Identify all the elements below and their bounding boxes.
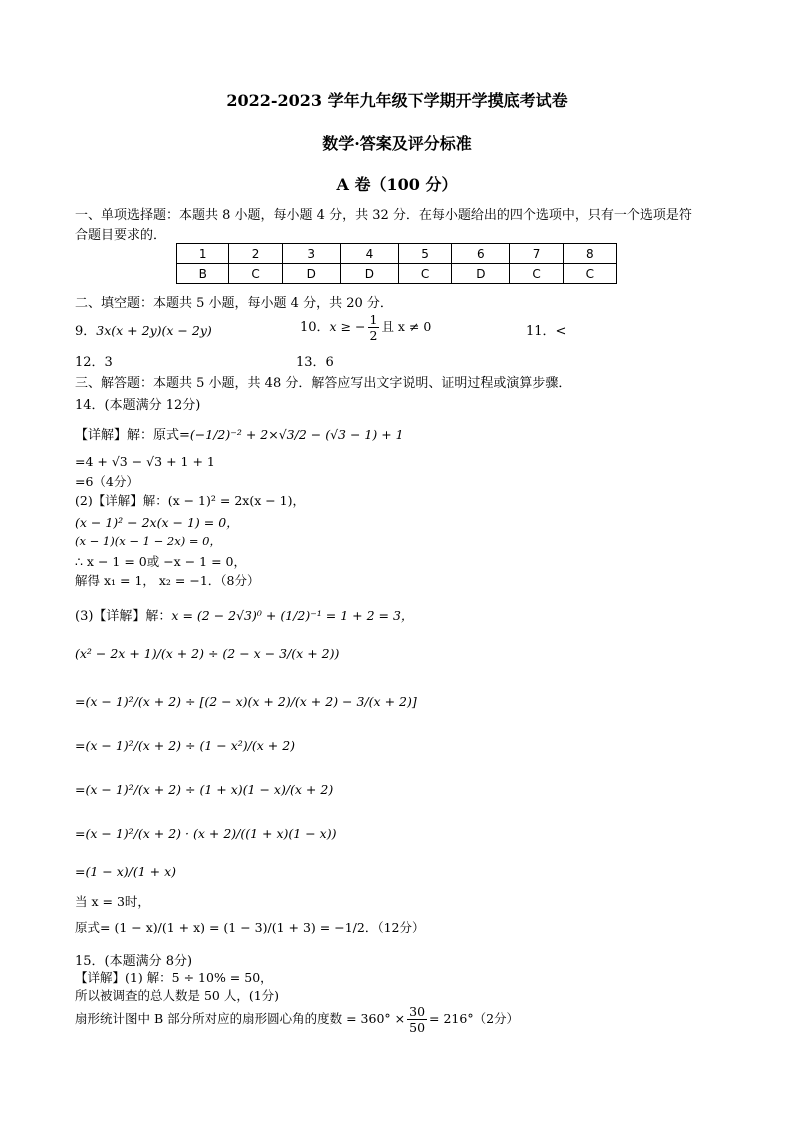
q14-3-step5: =(1 − x)/(1 + x) bbox=[75, 864, 177, 879]
answer-cell: C bbox=[563, 264, 616, 284]
q10-prefix: x ≥ − bbox=[329, 319, 366, 334]
exam-subtitle: 数学·答案及评分标准 bbox=[322, 134, 472, 153]
q14-3-result: 原式= (1 − x)/(1 + x) = (1 − 3)/(1 + 3) = −1/2．（12分） bbox=[75, 920, 425, 935]
q14-1-expression: (−1/2)⁻² + 2×√3/2 − (√3 − 1) + 1 bbox=[189, 427, 404, 442]
q15-line1: 【详解】(1) 解：5 ÷ 10% = 50， bbox=[75, 970, 273, 985]
answer-cell: D bbox=[340, 264, 398, 284]
answer-q13: 13．6 bbox=[296, 355, 334, 370]
answer-q9 bbox=[75, 320, 212, 339]
q15-fraction-denominator: 50 bbox=[409, 1020, 426, 1035]
part1-instruction-line1: 一、单项选择题：本题共 8 小题，每小题 4 分，共 32 分．在每小题给出的四个选项中，只有一个选项是符 bbox=[75, 208, 692, 223]
question-number-cell: 8 bbox=[563, 244, 616, 264]
answer-cell: D bbox=[452, 264, 510, 284]
part1-instruction-line2: 合题目要求的． bbox=[75, 228, 167, 243]
answer-cell: D bbox=[282, 264, 340, 284]
answer-q11: 11．< bbox=[526, 324, 567, 339]
q14-3-step0: (x² − 2x + 1)/(x + 2) ÷ (2 − x − 3/(x + 2)) bbox=[75, 646, 340, 661]
question-number-cell: 6 bbox=[452, 244, 510, 264]
question-number-cell: 4 bbox=[340, 244, 398, 264]
answer-table bbox=[176, 243, 617, 284]
q14-3-step4: =(x − 1)²/(x + 2) · (x + 2)/((1 + x)(1 − x)) bbox=[75, 826, 337, 841]
q14-3-step1: =(x − 1)²/(x + 2) ÷ [(2 − x)(x + 2)/(x + 2) − 3/(x + 2)] bbox=[75, 694, 417, 709]
q14-3-x-value bbox=[75, 605, 413, 624]
answer-cell: C bbox=[229, 264, 282, 284]
q14-3-label: (3)【详解】解： bbox=[75, 609, 172, 624]
answer-q10 bbox=[300, 312, 431, 343]
q10-label: 10． bbox=[300, 320, 330, 335]
q14-2-line5: 解得 x₁ = 1， x₂ = −1．（8分） bbox=[75, 573, 260, 588]
q14-3-step3: =(x − 1)²/(x + 2) ÷ (1 + x)(1 − x)/(x + 2) bbox=[75, 782, 334, 797]
q14-3-step2: =(x − 1)²/(x + 2) ÷ (1 − x²)/(x + 2) bbox=[75, 738, 296, 753]
q14-3-when: 当 x = 3时， bbox=[75, 894, 150, 909]
q14-2-line2: (x − 1)² − 2x(x − 1) = 0， bbox=[75, 515, 239, 530]
question-number-cell: 7 bbox=[510, 244, 563, 264]
q14-1-first-line bbox=[75, 424, 404, 443]
q14-2-line4: ∴ x − 1 = 0或 −x − 1 = 0， bbox=[75, 554, 246, 569]
q10-fraction bbox=[368, 312, 380, 343]
q15-line3 bbox=[75, 1004, 519, 1035]
q9-label: 9． bbox=[75, 324, 97, 339]
q14-1-result: =6（4分） bbox=[75, 474, 139, 489]
question-number-cell: 2 bbox=[229, 244, 282, 264]
question-number-cell: 1 bbox=[177, 244, 229, 264]
q15-heading: 15．(本题满分 8分) bbox=[75, 954, 193, 969]
answer-q12: 12．3 bbox=[75, 355, 113, 370]
q15-line3-prefix: 扇形统计图中 B 部分所对应的扇形圆心角的度数 = 360° × bbox=[75, 1011, 406, 1026]
answer-cell: C bbox=[398, 264, 451, 284]
q15-fraction-numerator: 30 bbox=[409, 1004, 426, 1019]
part3-instruction: 三、解答题：本题共 5 小题，共 48 分．解答应写出文字说明、证明过程或演算步骤． bbox=[75, 376, 572, 391]
answer-table-number-row bbox=[177, 244, 617, 264]
q14-2-line3: (x − 1)(x − 1 − 2x) = 0， bbox=[75, 534, 221, 548]
q10-numerator: 1 bbox=[369, 312, 378, 327]
q14-2-line1: (2)【详解】解：(x − 1)² = 2x(x − 1)， bbox=[75, 493, 305, 508]
answer-cell: C bbox=[510, 264, 563, 284]
q14-1-step: =4 + √3 − √3 + 1 + 1 bbox=[75, 454, 215, 469]
q14-heading: 14．(本题满分 12分) bbox=[75, 398, 201, 413]
q15-fraction bbox=[407, 1004, 427, 1035]
answer-cell: B bbox=[177, 264, 229, 284]
q9-expression: 3x(x + 2y)(x − 2y) bbox=[96, 323, 212, 338]
q14-3-x-expression: x = (2 − 2√3)⁰ + (1/2)⁻¹ = 1 + 2 = 3， bbox=[171, 608, 414, 623]
section-a-heading: A 卷（100 分） bbox=[336, 175, 458, 194]
question-number-cell: 5 bbox=[398, 244, 451, 264]
answer-table-answer-row bbox=[177, 264, 617, 284]
part2-instruction: 二、填空题：本题共 5 小题，每小题 4 分，共 20 分． bbox=[75, 296, 393, 311]
q10-denominator: 2 bbox=[369, 328, 378, 343]
q15-line3-suffix: = 216°（2分） bbox=[429, 1011, 520, 1026]
q14-1-label: 【详解】解：原式= bbox=[75, 428, 190, 443]
q15-line2: 所以被调查的总人数是 50 人，(1分) bbox=[75, 988, 280, 1003]
question-number-cell: 3 bbox=[282, 244, 340, 264]
q10-suffix: 且 x ≠ 0 bbox=[381, 319, 432, 334]
exam-title: 2022-2023 学年九年级下学期开学摸底考试卷 bbox=[226, 91, 568, 110]
